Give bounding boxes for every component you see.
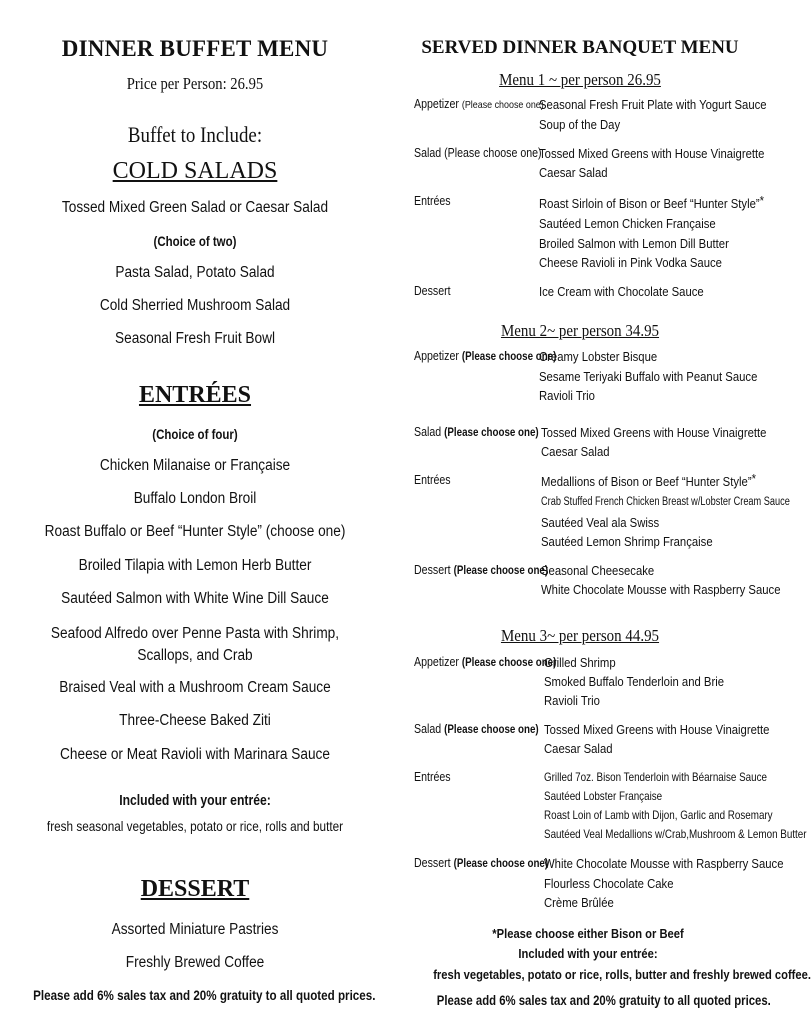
dinner-buffet-column: [0, 0, 390, 1024]
menu-2-appetizer: Creamy Lobster Bisque: [539, 349, 658, 364]
banquet-title: SERVED DINNER BANQUET MENU: [421, 37, 739, 58]
menu-1-heading: Menu 1 ~ per person 26.95: [499, 70, 661, 89]
dessert-heading: DESSERT: [140, 876, 250, 902]
dessert-label: Dessert (Please choose one): [414, 856, 549, 870]
menu-3-salad: Tossed Mixed Greens with House Vinaigrette: [544, 722, 770, 737]
menu-3-dessert: Flourless Chocolate Cake: [544, 876, 674, 891]
salad-label: Salad (Please choose one): [414, 722, 539, 736]
entree-item: Three-Cheese Baked Ziti: [119, 712, 271, 729]
tax-note: Please add 6% sales tax and 20% gratuity to all quoted prices.: [436, 993, 771, 1008]
menu-2-entree: Crab Stuffed French Chicken Breast w/Lobster Cream Sauce: [541, 496, 790, 508]
menu-2-entree: Sautéed Lemon Shrimp Française: [541, 534, 713, 549]
menu-2-appetizer: Sesame Teriyaki Buffalo with Peanut Sauce: [539, 369, 758, 384]
included-text: fresh seasonal vegetables, potato or rice, rolls and butter: [46, 818, 344, 834]
menu-1-dessert: Ice Cream with Chocolate Sauce: [539, 284, 704, 299]
menu-1-salad: Tossed Mixed Greens with House Vinaigrette: [539, 146, 765, 161]
appetizer-label: Appetizer (Please choose one): [414, 349, 557, 363]
dessert-label: Dessert (Please choose one): [414, 563, 549, 577]
menu-3-entree: Grilled 7oz. Bison Tenderloin with Béarnaise Sauce: [544, 770, 767, 784]
dessert-item: Freshly Brewed Coffee: [125, 954, 265, 971]
entree-item: Cheese or Meat Ravioli with Marinara Sauce: [60, 746, 330, 763]
menu-3-salad: Caesar Salad: [544, 741, 613, 756]
cold-salad-item: Tossed Mixed Green Salad or Caesar Salad: [61, 199, 329, 216]
cold-salad-item: Seasonal Fresh Fruit Bowl: [115, 330, 275, 347]
dessert-item: Assorted Miniature Pastries: [111, 921, 279, 938]
entree-item: Sautéed Salmon with White Wine Dill Sauce: [61, 590, 329, 607]
menu-2-dessert: Seasonal Cheesecake: [541, 563, 655, 578]
entree-item: Broiled Tilapia with Lemon Herb Butter: [78, 557, 312, 574]
menu-3-entree: Sautéed Veal Medallions w/Crab,Mushroom & Lemon Butter: [544, 827, 807, 841]
salad-label: Salad (Please choose one): [414, 146, 542, 160]
cold-salad-choice: (Choice of two): [153, 233, 237, 249]
menu-3-entree: Sautéed Lobster Française: [544, 789, 663, 803]
included-heading: Included with your entrée:: [119, 793, 271, 809]
menu-1-entree: Broiled Salmon with Lemon Dill Butter: [539, 236, 729, 251]
dessert-label: Dessert: [414, 284, 451, 298]
entree-item: Roast Buffalo or Beef “Hunter Style” (choose one): [44, 523, 346, 540]
entree-item: Seafood Alfredo over Penne Pasta with Shrimp,: [50, 625, 340, 642]
menu-3-heading: Menu 3~ per person 44.95: [500, 626, 660, 645]
entrees-label: Entrées: [414, 194, 451, 208]
menu-2-salad: Caesar Salad: [541, 444, 610, 459]
menu-1-appetizer: Seasonal Fresh Fruit Plate with Yogurt Sauce: [539, 97, 767, 112]
included-text: fresh vegetables, potato or rice, rolls, butter and freshly brewed coffee.: [433, 967, 811, 982]
menu-1-entree: Sautéed Lemon Chicken Française: [539, 216, 716, 231]
menu-2-salad: Tossed Mixed Greens with House Vinaigrette: [541, 425, 767, 440]
menu-2-entree: Sautéed Veal ala Swiss: [541, 515, 660, 530]
entrees-heading: ENTRÉES: [138, 382, 252, 408]
menu-1-entree: Cheese Ravioli in Pink Vodka Sauce: [539, 255, 722, 270]
entrees-label: Entrées: [414, 473, 451, 487]
cold-salad-item: Pasta Salad, Potato Salad: [115, 264, 275, 281]
menu-2-heading: Menu 2~ per person 34.95: [500, 321, 660, 340]
tax-note: Please add 6% sales tax and 20% gratuity to all quoted prices.: [33, 987, 376, 1003]
appetizer-label: Appetizer (Please choose one): [414, 97, 544, 111]
menu-3-appetizer: Grilled Shrimp: [544, 655, 616, 670]
cold-salad-item: Cold Sherried Mushroom Salad: [99, 297, 291, 314]
menu-3-dessert: White Chocolate Mousse with Raspberry Sauce: [544, 856, 784, 871]
entrees-choice: (Choice of four): [152, 426, 238, 442]
menu-3-dessert: Crème Brûlée: [544, 895, 614, 910]
banquet-column: [400, 0, 811, 1024]
menu-3-appetizer: Ravioli Trio: [544, 693, 600, 708]
entree-item-continued: Scallops, and Crab: [137, 647, 253, 664]
menu-3-appetizer: Smoked Buffalo Tenderloin and Brie: [544, 674, 725, 689]
menu-3-entree: Roast Loin of Lamb with Dijon, Garlic and Rosemary: [544, 808, 773, 822]
entree-item: Buffalo London Broil: [133, 490, 257, 507]
menu-2-appetizer: Ravioli Trio: [539, 388, 595, 403]
entree-item: Braised Veal with a Mushroom Cream Sauce: [59, 679, 331, 696]
buffet-includes: Buffet to Include:: [127, 122, 263, 147]
menu-1-appetizer: Soup of the Day: [539, 117, 621, 132]
menu-2-entree: Medallions of Bison or Beef “Hunter Style”*: [541, 471, 756, 489]
menu-1-salad: Caesar Salad: [539, 165, 608, 180]
bison-beef-footnote: *Please choose either Bison or Beef: [492, 926, 684, 941]
cold-salads-heading: COLD SALADS: [112, 158, 278, 184]
buffet-title: DINNER BUFFET MENU: [61, 36, 329, 61]
entree-item: Chicken Milanaise or Française: [99, 457, 291, 474]
appetizer-label: Appetizer (Please choose one): [414, 655, 557, 669]
included-heading: Included with your entrée:: [518, 946, 658, 961]
salad-label: Salad (Please choose one): [414, 425, 539, 439]
menu-2-dessert: White Chocolate Mousse with Raspberry Sauce: [541, 582, 781, 597]
buffet-price: Price per Person: 26.95: [126, 74, 264, 93]
menu-1-entree: Roast Sirloin of Bison or Beef “Hunter Style”*: [539, 193, 765, 211]
entrees-label: Entrées: [414, 770, 451, 784]
